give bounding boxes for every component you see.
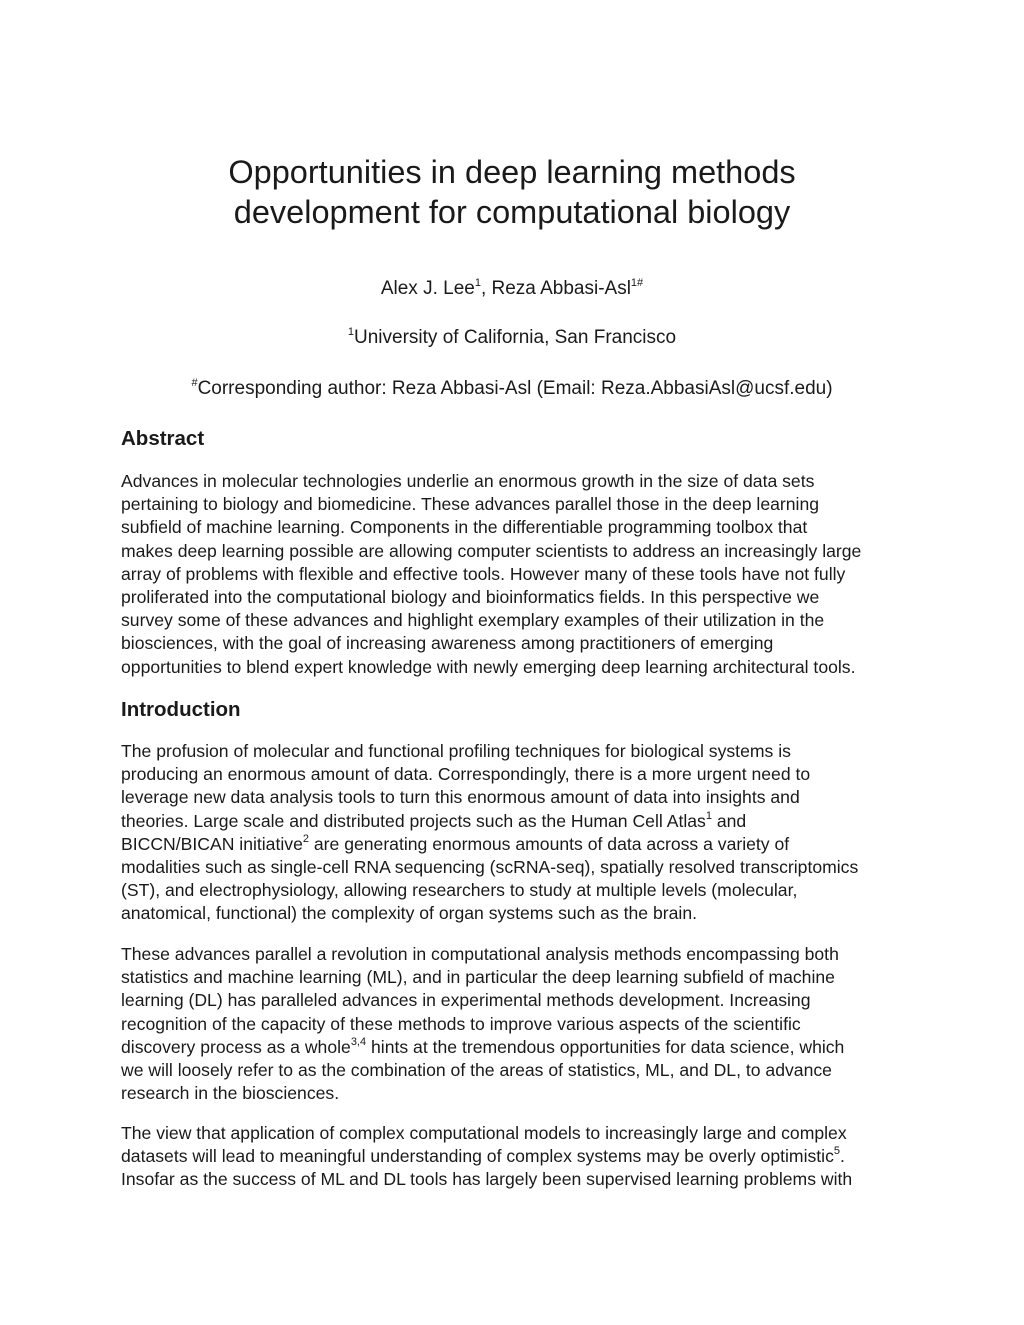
abstract-paragraph (121, 470, 921, 679)
citation-mark: 5 (833, 1145, 841, 1158)
introduction-paragraph-3 (121, 1122, 921, 1192)
introduction-paragraph-2 (121, 943, 921, 1105)
text-line: modalities such as single-cell RNA sequencing (scRNA-seq), spatially resolved transcriptomics (121, 857, 859, 878)
text-line: pertaining to biology and biomedicine. These advances parallel those in the deep learning (121, 494, 820, 515)
citation-mark: 1 (705, 809, 712, 822)
text-line: These advances parallel a revolution in computational analysis methods encompassing both (121, 944, 839, 964)
text-line (121, 1036, 921, 1059)
corresponding-author (0, 377, 1024, 401)
text-line: The profusion of molecular and functional profiling techniques for biological systems is (121, 741, 791, 761)
text-line: proliferated into the computational biology and bioinformatics fields. In this perspective we (121, 587, 820, 608)
text-segment: theories. Large scale and distributed projects such as the Human Cell Atlas (121, 810, 706, 831)
text-line (121, 1145, 921, 1168)
text-segment: and (711, 810, 747, 831)
text-line: producing an enormous amount of data. Correspondingly, there is a more urgent need to (121, 764, 811, 785)
introduction-heading: Introduction (121, 698, 241, 721)
text-line: learning (DL) has paralleled advances in experimental methods development. Increasing (121, 990, 811, 1011)
affiliation-mark: 1 (347, 326, 355, 338)
text-line: (ST), and electrophysiology, allowing researchers to study at multiple levels (molecular, (121, 880, 798, 901)
text-line: anatomical, functional) the complexity of organ systems such as the brain. (121, 903, 697, 924)
text-segment: hints at the tremendous opportunities for data science, which (366, 1036, 845, 1057)
text-line: recognition of the capacity of these methods to improve various aspects of the scientific (121, 1013, 801, 1034)
text-segment: . (840, 1146, 845, 1167)
title-line: Opportunities in deep learning methods (228, 154, 796, 190)
text-line: makes deep learning possible are allowing computer scientists to address an increasingly large (121, 540, 862, 561)
text-segment: BICCN/BICAN initiative (121, 833, 303, 854)
title-line: development for computational biology (233, 194, 791, 230)
affiliation (0, 326, 1024, 350)
text-segment: are generating enormous amounts of data across a variety of (308, 833, 790, 854)
text-segment: datasets will lead to meaningful understanding of complex systems may be overly optimistic (121, 1146, 834, 1167)
author-separator: , (480, 278, 492, 299)
text-line: leverage new data analysis tools to turn this enormous amount of data into insights and (121, 787, 800, 808)
text-line: survey some of these advances and highlight exemplary examples of their utilization in the (121, 610, 825, 631)
text-line (121, 833, 921, 856)
text-line: Advances in molecular technologies underlie an enormous growth in the size of data sets (121, 471, 815, 491)
text-line: we will loosely refer to as the combination of the areas of statistics, ML, and DL, to advance (121, 1060, 832, 1081)
text-line (121, 810, 921, 833)
text-segment: discovery process as a whole (121, 1036, 351, 1057)
text-line: subfield of machine learning. Components in the differentiable programming toolbox that (121, 517, 808, 538)
citation-mark: 3,4 (350, 1035, 367, 1048)
corresponding-mark: # (191, 377, 198, 389)
text-line: array of problems with flexible and effective tools. However many of these tools have not fully (121, 563, 846, 584)
abstract-heading: Abstract (121, 427, 205, 450)
author-affiliation-mark: 1# (630, 277, 644, 289)
text-line: Insofar as the success of ML and DL tools has largely been supervised learning problems with (121, 1169, 853, 1190)
text-line: research in the biosciences. (121, 1083, 340, 1104)
text-line: statistics and machine learning (ML), and in particular the deep learning subfield of machine (121, 967, 835, 988)
introduction-paragraph-1 (121, 740, 921, 926)
citation-mark: 2 (302, 832, 309, 845)
author-name: Alex J. Lee (380, 278, 475, 299)
text-line: The view that application of complex computational models to increasingly large and complex (121, 1123, 847, 1143)
author-affiliation-mark: 1 (474, 277, 481, 289)
author-name: Reza Abbasi-Asl (491, 278, 631, 299)
affiliation-text: University of California, San Francisco (354, 327, 677, 348)
corresponding-text: Corresponding author: Reza Abbasi-Asl (Email: Reza.AbbasiAsl@ucsf.edu) (197, 378, 833, 399)
author-list (0, 277, 1024, 301)
text-line: biosciences, with the goal of increasing awareness among practitioners of emerging (121, 633, 774, 654)
text-line: opportunities to blend expert knowledge with newly emerging deep learning architectural tools. (121, 656, 856, 677)
paper-title (0, 152, 1024, 232)
